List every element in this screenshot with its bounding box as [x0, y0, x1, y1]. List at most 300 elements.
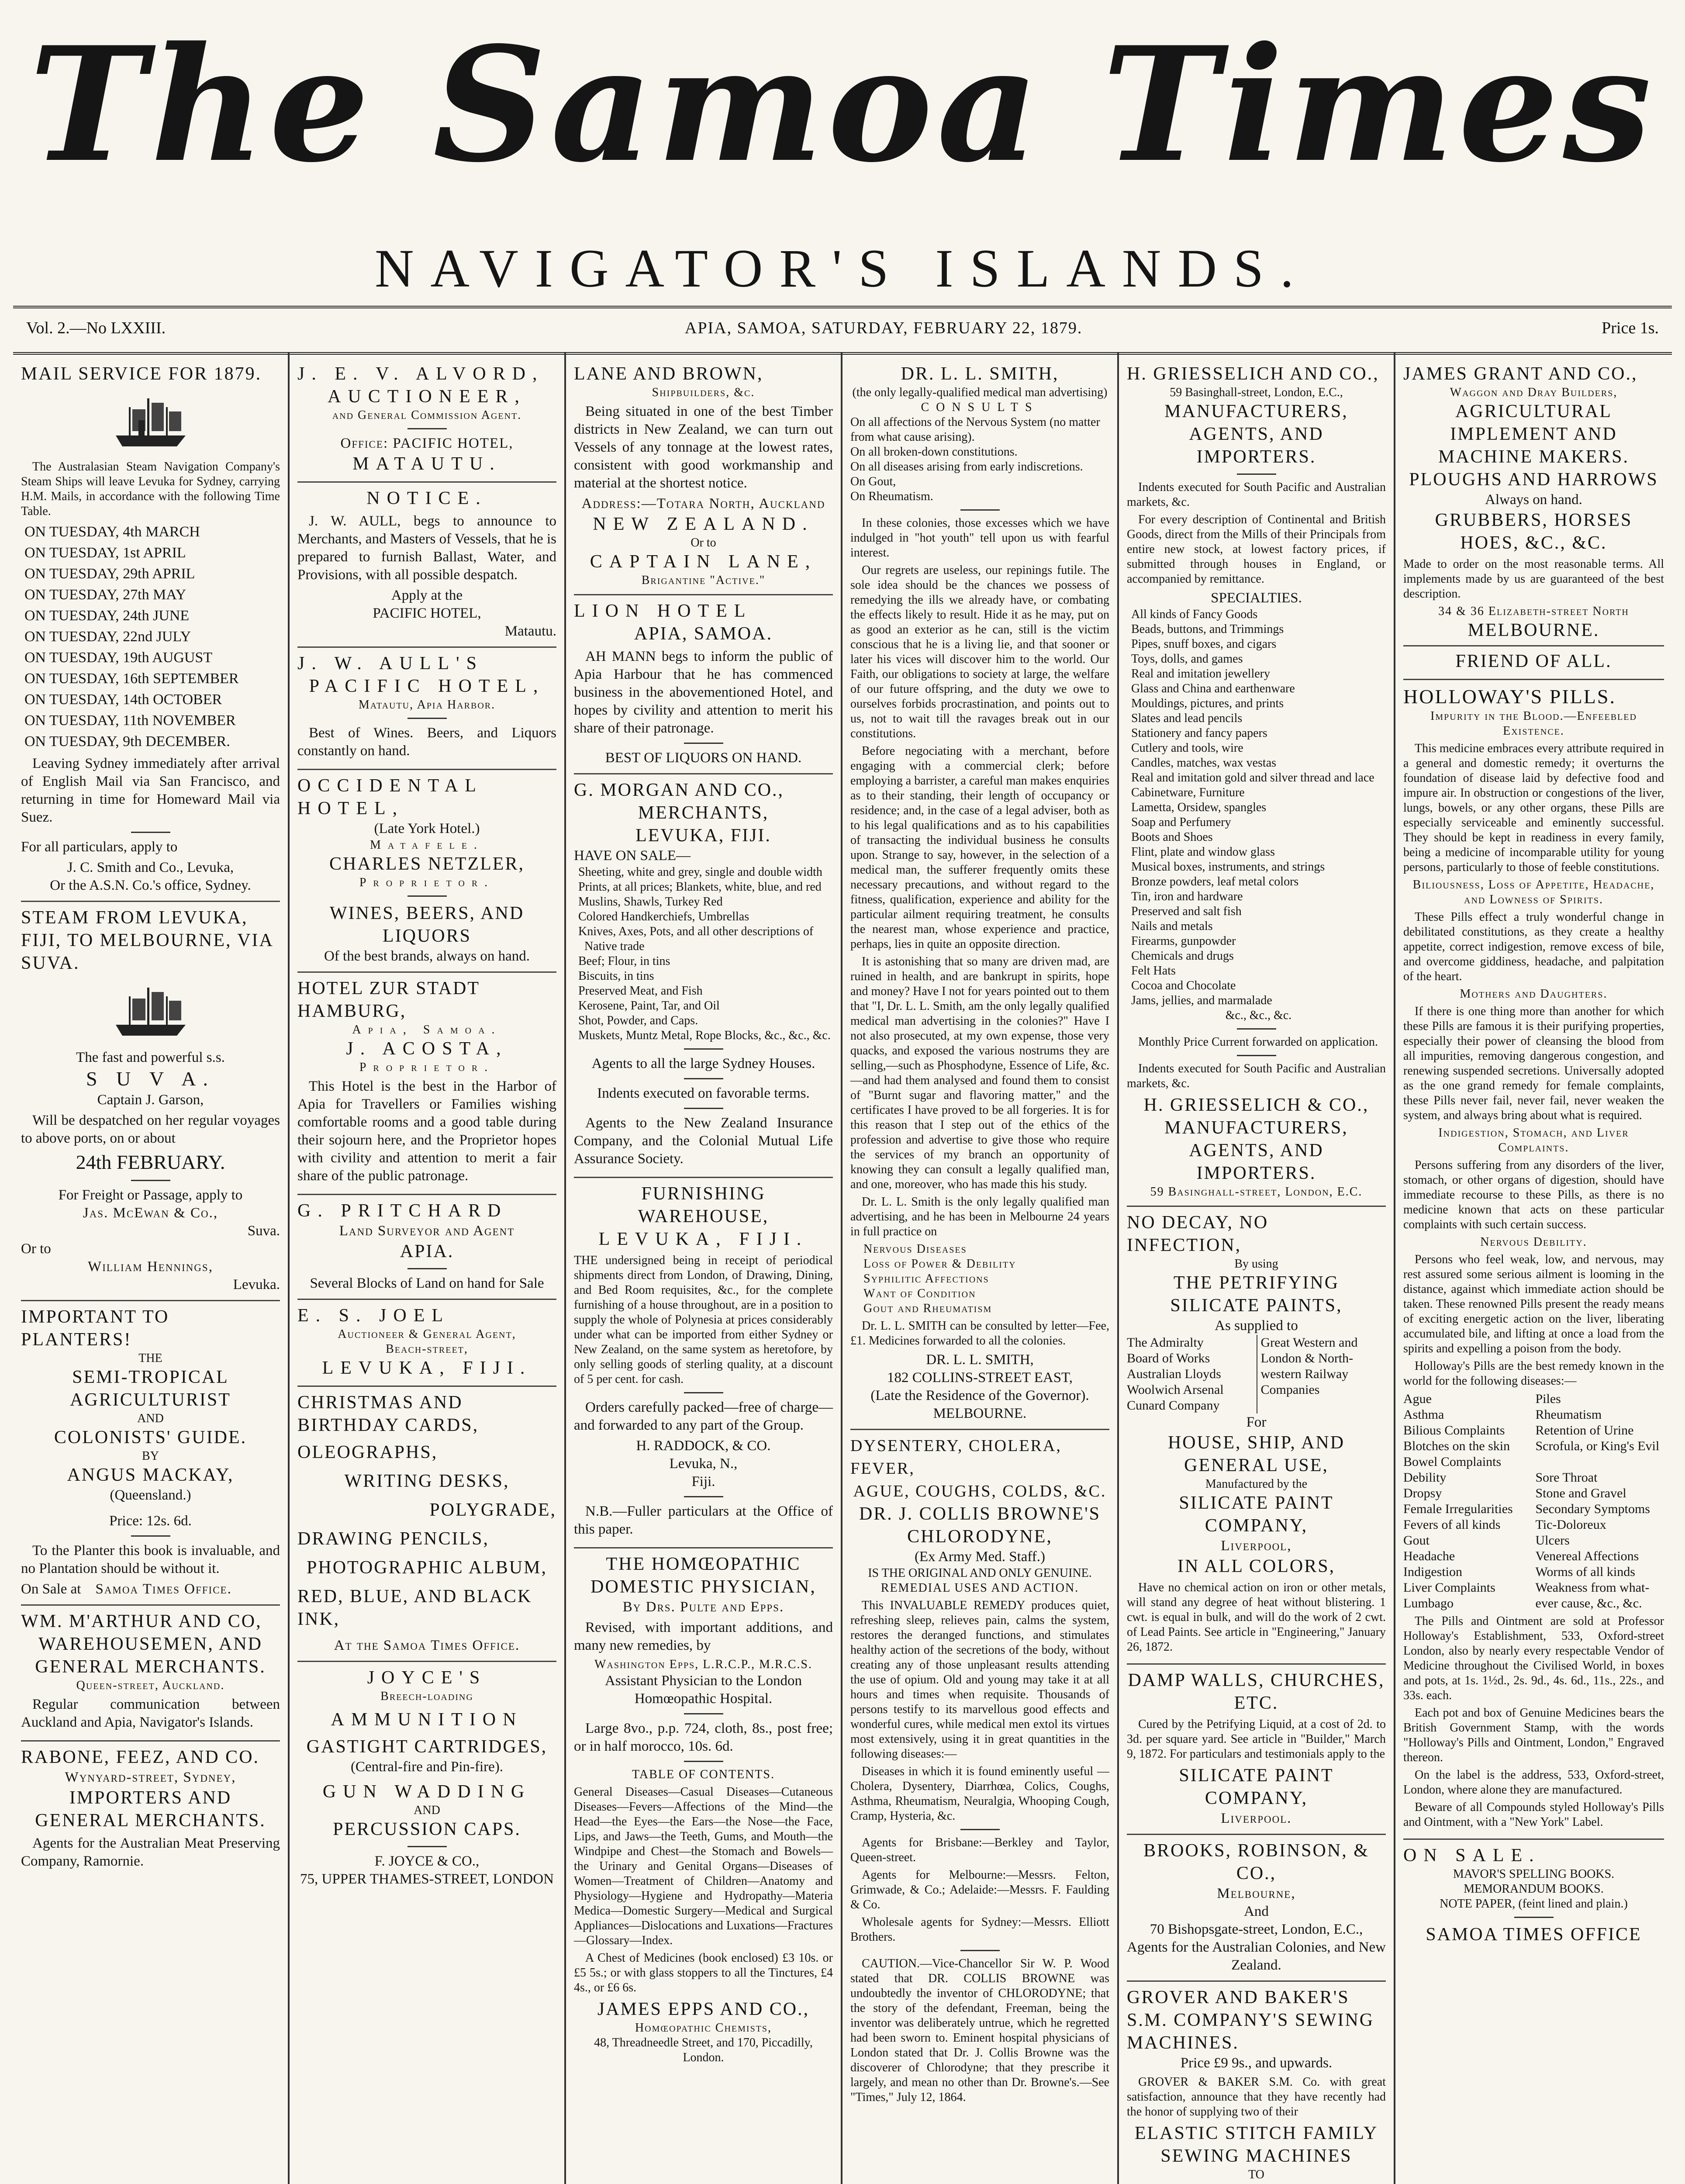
ad-heading: WM. M'ARTHUR AND CO, — [21, 1611, 262, 1631]
list-item: Sheeting, white and grey, single and double width — [578, 865, 822, 879]
item: DRAWING PENCILS, — [297, 1529, 489, 1549]
list-item: Pipes, snuff boxes, and cigars — [1131, 637, 1277, 651]
list-item: On Rheumatism. — [850, 490, 933, 503]
list-item: Beads, buttons, and Trimmings — [1131, 622, 1284, 636]
owner: J. ACOSTA, — [346, 1039, 508, 1059]
ad-collis-browne — [850, 1430, 1109, 2114]
agent-line: Levuka. — [233, 1277, 280, 1292]
ad-body: Made to order on the most reasonable terms. All implements made by us are guaranteed of the best description. — [1403, 557, 1664, 601]
list-item: Tin, iron and hardware — [1131, 890, 1243, 903]
trade: MANUFACTURERS, AGENTS, AND IMPORTERS. — [1164, 1118, 1348, 1183]
ad-planters — [21, 1301, 280, 1606]
trade: MANUFACTURERS, AGENTS, AND IMPORTERS. — [1164, 401, 1348, 467]
company: SILICATE PAINT COMPANY, — [1179, 1766, 1334, 1808]
list-item: Real and imitation gold and silver thread and lace — [1131, 771, 1374, 784]
ad-line: Brigantine "Active." — [641, 574, 766, 587]
list-item: Soap and Perfumery — [1131, 816, 1231, 829]
ad-body: Dr. L. L. SMITH can be consulted by letter—Fee, £1. Medicines forwarded to all the colonies. — [850, 1319, 1109, 1348]
firm: H. RADDOCK, & CO. — [636, 1438, 771, 1454]
customer: Board of Works — [1127, 1351, 1210, 1365]
ad-line: Washington Epps, L.R.C.P., M.R.C.S. — [594, 1658, 812, 1671]
column-2 — [290, 353, 566, 2184]
ad-line: ELASTIC STITCH FAMILY SEWING MACHINES — [1134, 2123, 1378, 2166]
ad-line: Of the best brands, always on hand. — [324, 948, 530, 964]
ad-body: General Diseases—Casual Diseases—Cutaneous Diseases—Fevers—Affections of the Mind—the Head—the Eyes—the Ears—the Nose—the Face, Lips, and Jaws—the Teeth, Gums, and Mouth—the Windpipe and Chest—the Stomach and Bowels—the Urinary and Genital Organs—Diseases of Women—Treatment of Children—Anatomy and Physiology—Hygiene and Hydropathy—Materia Medica—Domestic Surgery—Medical and Surgical Appliances—Dislocations and Luxations—Fractures—Glossary—Index. — [574, 1785, 833, 1947]
ailment: Bilious Complaints — [1403, 1423, 1505, 1438]
ad-dr-smith — [850, 358, 1109, 1430]
ad-line: DR. L. L. SMITH, — [926, 1352, 1034, 1368]
ad-line: WINES, BEERS, AND LIQUORS — [329, 903, 525, 946]
ailment: Bowel Complaints — [1403, 1455, 1502, 1469]
ad-silicate-paint — [1127, 1207, 1386, 1665]
divider — [960, 509, 1000, 511]
ad-brooks-robinson — [1127, 1835, 1386, 1982]
ad-grover-baker — [1127, 1982, 1386, 2184]
author: ANGUS MACKAY, — [67, 1465, 234, 1485]
agent-line: William Hennings, — [88, 1259, 213, 1275]
ad-line: AND — [414, 1804, 440, 1817]
ad-line: By using — [1234, 1257, 1278, 1271]
ad-line: Always on hand. — [1485, 492, 1582, 508]
place: LEVUKA, FIJI. — [322, 1358, 532, 1378]
list-item: Gout and Rheumatism — [863, 1302, 992, 1315]
ad-body: Indents executed for South Pacific and Australian markets, &c. — [1127, 480, 1386, 509]
ad-line: (Late York Hotel.) — [374, 821, 480, 836]
address: 59 Basinghall-street, London, E.C. — [1150, 1185, 1363, 1199]
divider — [684, 1108, 723, 1109]
list-item: Colored Handkerchiefs, Umbrellas — [578, 910, 749, 923]
ad-heading: J. W. AULL'S — [297, 653, 483, 674]
dateline-text: APIA, SAMOA, SATURDAY, FEBRUARY 22, 1879. — [684, 319, 1083, 337]
ad-body: Agents for Melbourne:—Messrs. Felton, Grimwade, & Co.; Adelaide:—Messrs. F. Faulding & Co. — [850, 1868, 1109, 1911]
ad-christmas — [297, 1387, 556, 1662]
ad-line: BY — [142, 1449, 159, 1463]
ad-marthur — [21, 1606, 280, 1742]
mail-date: ON TUESDAY, 29th APRIL — [24, 566, 195, 582]
ailment: Debility — [1403, 1470, 1447, 1485]
ad-body: Agents for Brisbane:—Berkley and Taylor, Queen-street. — [850, 1836, 1109, 1864]
ad-body: This medicine embraces every attribute required in a general and domestic remedy; it overturns the foundation of disease laid by defective food and impure air. In obstruction or congestions of the liver, lungs, bowels, or any other organs, these Pills are especially serviceable and eminently successful. They should be kept in readiness in every family, being a medicine of incomparable utility for young persons, particularly to those of feeble constitutions. — [1403, 742, 1664, 874]
divider — [1514, 1917, 1554, 1918]
mail-date: ON TUESDAY, 19th AUGUST — [24, 650, 213, 666]
ad-body: It is astonishing that so many are driven mad, are ruined in health, and are bankrupt in spirits, hope and money? Have I not for years pointed out to them that "I, Dr. L. L. Smith, am the only legally qualified medical man advertising in the colonies?" Have I not also prosecuted, at my own expense, those very quacks, and exposed the various nostrums they are selling,—such as Phosphodyne, Essence of Life, &c.—and had them analysed and found them to consist of "Burnt sugar and flavoring matter," and the certificates I have proved to be all forgeries. It is for this reason that I step out of the ethics of the profession and advertise to give those who require the services of my branch an opportunity of knowing they can consult a legally qualified man, and one, moreover, who has made this his study. — [850, 955, 1109, 1191]
ad-line: For — [1246, 1414, 1267, 1430]
volume-number: Vol. 2.—No LXXIII. — [26, 319, 166, 337]
mail-dates — [21, 522, 280, 752]
ailment: Worms of all kinds — [1535, 1565, 1635, 1579]
address: 182 COLLINS-STREET EAST, — [887, 1370, 1073, 1386]
ad-morgan — [574, 774, 833, 1178]
sale-item: MAVOR'S SPELLING BOOKS. — [1453, 1867, 1615, 1881]
ad-line: GRUBBERS, HORSES HOES, &C., &C. — [1435, 510, 1633, 553]
list-item: Cutlery and tools, wire — [1131, 741, 1243, 755]
column-1 — [13, 353, 290, 2184]
item: OLEOGRAPHS, — [297, 1442, 438, 1462]
ad-body: Several Blocks of Land on hand for Sale — [310, 1275, 544, 1291]
column-3 — [566, 353, 842, 2184]
ad-line: F. JOYCE & CO., — [374, 1853, 480, 1869]
ad-body: N.B.—Fuller particulars at the Office of this paper. — [574, 1503, 833, 1537]
ad-line: NEW ZEALAND. — [593, 514, 814, 534]
ad-body: Agents to the New Zealand Insurance Company, and the Colonial Mutual Life Assurance Society. — [574, 1115, 833, 1167]
ailment: Scrofula, or King's Evil — [1535, 1439, 1660, 1453]
ailment: Ulcers — [1535, 1533, 1570, 1548]
divider — [684, 1078, 723, 1079]
ad-body: Before negociating with a merchant, before engaging with a commercial clerk; before employing a barrister, a careful man makes enquiries as to their standing, their length of occupancy or residence; and, in the case of a legal adviser, both as to his legal qualifications and as to his capabilities of transacting the individual business he consults upon. Strange to say, however, in the selection of a medical man, the sufferer frequently omits these necessary precautions, and without regard to the fitness, qualification, experience and ability for the particular ailment requiring treatment, he consults the nearest man, whose experience and practice, perhaps, lies in quite an opposite direction. — [850, 744, 1109, 951]
ailment: Secondary Symptoms — [1535, 1502, 1650, 1516]
ad-heading: HOLLOWAY'S PILLS. — [1403, 685, 1616, 708]
customer: London & North- — [1260, 1351, 1354, 1365]
ad-tagline: DYSENTERY, CHOLERA, FEVER, — [850, 1437, 1062, 1478]
list-item: On all diseases arising from early indiscretions. — [850, 460, 1083, 473]
ad-line — [1127, 2182, 1386, 2184]
place-line: Levuka, N., — [669, 1456, 738, 1472]
divider — [131, 1535, 170, 1537]
ad-line: (Queensland.) — [110, 1487, 191, 1503]
ad-line: HAVE ON SALE— — [574, 848, 691, 864]
ad-body: Large 8vo., p.p. 724, cloth, 8s., post free; or in half morocco, 10s. 6d. — [574, 1721, 833, 1754]
ad-body: Beware of all Compounds styled Holloway's Pills and Ointment, with a "New York" Label. — [1403, 1800, 1664, 1829]
column-4 — [842, 353, 1119, 2184]
ad-heading: J. E. V. ALVORD, — [297, 364, 544, 384]
ad-line: (Late the Residence of the Governor). — [870, 1388, 1089, 1403]
ad-line: PLOUGHS AND HARROWS — [1409, 470, 1658, 490]
customer: Great Western and — [1260, 1335, 1358, 1350]
ad-body: GROVER & BAKER S.M. Co. with great satisfaction, announce that they have recently had the honor of supplying two of their — [1127, 2075, 1386, 2118]
ad-body: Orders carefully packed—free of charge—and forwarded to any part of the Group. — [574, 1400, 833, 1433]
ad-line: AGRICULTURAL IMPLEMENT AND — [1450, 401, 1617, 444]
subheading: Impurity in the Blood.—Enfeebled Existence. — [1430, 709, 1637, 738]
ad-body: CAUTION.—Vice-Chancellor Sir W. P. Wood stated that DR. COLLIS BROWNE was undoubtedly the inventor of CHLORODYNE; that the story of the defendant, Freeman, being the inventor was deliberately untrue, which he regretted had been sworn to. Eminent hospital physicians of London stated that Dr. J. Collis Browne was the discoverer of Chlorodyne; that they prescribe it largely, and mean no other than Dr. Browne's.—See "Times," July 12, 1864. — [850, 1957, 1109, 2104]
item: POLYGRADE, — [429, 1500, 556, 1520]
role: Shipbuilders, &c. — [652, 386, 755, 399]
address: 59 Basinghall-street, London, E.C., — [1170, 386, 1343, 399]
list-item: Cabinetware, Furniture — [1131, 786, 1245, 799]
ad-joyce — [297, 1662, 556, 1894]
list-item: On Gout, — [850, 475, 896, 488]
sale-place: Samoa Times Office. — [95, 1581, 232, 1597]
ad-heading: BROOKS, ROBINSON, & CO., — [1143, 1841, 1369, 1883]
list-item: Nervous Diseases — [863, 1242, 967, 1256]
role: Waggon and Dray Builders, — [1450, 386, 1618, 399]
ad-body: Persons who feel weak, low, and nervous, may rest assured some serious ailment is looming in the distance, against which immediate action should be taken. These renowned Pills present the ready means of exciting energetic action on the liver, liberating accumulated bile, and lifting at once a load from the spirits and expelling a poison from the body. — [1403, 1253, 1664, 1355]
ad-line: GASTIGHT CARTRIDGES, — [306, 1737, 548, 1757]
list-item: Beef; Flour, in tins — [578, 954, 670, 968]
mail-date: ON TUESDAY, 14th OCTOBER — [24, 691, 222, 708]
ad-line: CAPTAIN LANE, — [590, 552, 817, 572]
subheading: Biliousness, Loss of Appetite, Headache, and Lowness of Spirits. — [1412, 878, 1655, 906]
customer: Companies — [1260, 1382, 1320, 1397]
divider — [684, 1761, 723, 1762]
office: SAMOA TIMES OFFICE — [1426, 1925, 1642, 1945]
ad-griesselich — [1127, 358, 1386, 1207]
customers-left — [1127, 1335, 1252, 1413]
ad-heading: STEAM FROM LEVUKA, FIJI, TO MELBOURNE, VIA SUVA. — [21, 908, 273, 973]
ailment: Blotches on the skin — [1403, 1439, 1510, 1453]
ad-heading: LANE AND BROWN, — [574, 364, 763, 384]
ad-heading: H. GRIESSELICH AND CO., — [1127, 364, 1379, 384]
role: AUCTIONEER, — [328, 387, 526, 407]
mail-date: ON TUESDAY, 11th NOVEMBER — [24, 712, 236, 729]
list-item: Preserved and salt fish — [1131, 905, 1242, 918]
ad-line: REMEDIAL USES AND ACTION. — [880, 1581, 1079, 1595]
mail-date: ON TUESDAY, 16th SEPTEMBER — [24, 670, 239, 687]
ad-body: Monthly Price Current forwarded on application. — [1138, 1035, 1378, 1049]
steamship-icon — [111, 394, 190, 451]
ad-heading: GROVER AND BAKER'S S.M. COMPANY'S SEWING MACHINES. — [1127, 1987, 1374, 2053]
ad-body: Wholesale agents for Sydney:—Messrs. Elliott Brothers. — [850, 1915, 1109, 1944]
list-item: &c., &c., &c. — [1225, 1009, 1292, 1022]
ad-heading: MAIL SERVICE FOR 1879. — [21, 364, 262, 384]
divider — [407, 1268, 447, 1269]
ailment: Ague — [1403, 1392, 1432, 1406]
ad-line: HOUSE, SHIP, AND GENERAL USE, — [1167, 1433, 1345, 1476]
ad-line: Assistant Physician to the London Homœopathic Hospital. — [605, 1673, 802, 1707]
ad-body: For all particulars, apply to — [21, 839, 178, 855]
divider — [684, 1713, 723, 1714]
list-item: Boots and Shoes — [1131, 830, 1213, 844]
list-item: Shot, Powder, and Caps. — [578, 1014, 698, 1027]
book-title: COLONISTS' GUIDE. — [54, 1427, 247, 1448]
ad-line: TABLE OF CONTENTS. — [632, 1768, 775, 1781]
divider — [131, 1180, 170, 1181]
ad-body: For every description of Continental and British Goods, direct from the Mills of their Principals from entire new stock, at lowest factory prices, if submitted through houses in England, or accompanied by remittance. — [1127, 513, 1386, 586]
agent-line: Suva. — [247, 1223, 280, 1239]
mail-date: ON TUESDAY, 22nd JULY — [24, 629, 191, 645]
ad-line: As supplied to — [1215, 1318, 1298, 1334]
ad-holloway — [1403, 680, 1664, 1840]
ad-body: THE undersigned being in receipt of periodical shipments direct from London, of Drawing, Dining, and Bed Room requisites, &c., for the complete furnishing of a house throughout, are in a position to supply the whole of Polynesia at prices considerably under what can be imported from either Sydney or New Zealand, on the same system as heretofore, by only selling goods of sterling quality, at a discount of 5 per cent. for cash. — [574, 1254, 833, 1386]
address: 48, Threadneedle Street, and 170, Piccadilly, London. — [594, 2036, 813, 2064]
ad-line: For Freight or Passage, apply to — [58, 1187, 243, 1203]
ad-tagline: AGUE, COUGHS, COLDS, &C. — [853, 1482, 1107, 1500]
dateline-bar — [26, 313, 1659, 343]
departure-date: 24th FEBRUARY. — [76, 1151, 225, 1173]
ad-line: THE — [138, 1351, 162, 1365]
divider — [131, 832, 170, 833]
list-item: Knives, Axes, Pots, and all other descriptions of Native trade — [578, 925, 814, 953]
address: Queen-street, Auckland. — [76, 1679, 225, 1692]
place: LEVUKA, FIJI. — [635, 826, 771, 846]
ad-heading: HOTEL ZUR STADT HAMBURG, — [297, 978, 480, 1021]
city: Melbourne, — [1217, 1886, 1296, 1901]
ad-alvord — [297, 358, 556, 483]
place: Apia, Samoa. — [352, 1023, 502, 1037]
city: Liverpool. — [1221, 1811, 1292, 1826]
mail-date: ON TUESDAY, 1st APRIL — [24, 545, 186, 561]
ad-line: IS THE ORIGINAL AND ONLY GENUINE. — [868, 1566, 1092, 1580]
item: WRITING DESKS, — [344, 1471, 510, 1491]
ad-body: In these colonies, those excesses which we have indulged in "hot youth" tell upon us with fearful interest. — [850, 516, 1109, 560]
ad-line: Apply at the — [391, 587, 463, 603]
role: Proprietor. — [359, 1061, 495, 1074]
ad-line: And — [1244, 1904, 1269, 1919]
role: MERCHANTS, — [638, 803, 769, 823]
address: 75, UPPER THAMES-STREET, LONDON — [300, 1871, 554, 1887]
ad-joel — [297, 1300, 556, 1387]
list-item: Candles, matches, wax vestas — [1131, 756, 1277, 770]
ad-heading: G. MORGAN AND CO., — [574, 780, 784, 800]
ad-damp-walls — [1127, 1665, 1386, 1835]
mail-date: ON TUESDAY, 24th JUNE — [24, 608, 190, 624]
ad-line: Price £9 9s., and upwards. — [1180, 2055, 1333, 2071]
list-item: On all broken-down constitutions. — [850, 445, 1018, 459]
ad-body: Indents executed for South Pacific and Australian markets, &c. — [1127, 1062, 1386, 1090]
place: MATAUTU. — [352, 454, 501, 474]
ad-body: Being situated in one of the best Timber districts in New Zealand, we can turn out Vessels of any tonnage at the lowest rates, consistent with good workmanship and material at the shortest notice. — [574, 404, 833, 491]
ad-line: Agents to all the large Sydney Houses. — [591, 1056, 815, 1071]
trade: WAREHOUSEMEN, AND GENERAL MERCHANTS. — [35, 1634, 266, 1677]
list-item: On all affections of the Nervous System (no matter from what cause arising). — [850, 415, 1100, 444]
ad-body: This Hotel is the best in the Harbor of Apia for Travellers or Families wishing comfortable rooms and a good table during their sojourn here, and the Proprietor hopes with civility and attention to merit a fair share of the public patronage. — [297, 1078, 556, 1184]
subheading: Mothers and Daughters. — [1460, 987, 1608, 1001]
list-item: Syphilitic Affections — [863, 1272, 989, 1286]
trade: IMPORTERS AND GENERAL MERCHANTS. — [35, 1788, 266, 1831]
agent-line: J. C. Smith and Co., Levuka, — [67, 860, 234, 875]
ailment: Tic-Doloreux — [1535, 1517, 1606, 1532]
address: Beach-street, — [386, 1342, 468, 1356]
ad-heading: G. PRITCHARD — [297, 1201, 508, 1221]
ad-line: Or to — [21, 1241, 51, 1257]
ad-heading: CHRISTMAS AND BIRTHDAY CARDS, — [297, 1393, 479, 1435]
ad-homeopathic — [574, 1548, 833, 2071]
agent-line: Or the A.S.N. Co.'s office, Sydney. — [50, 878, 251, 893]
list-item: Slates and lead pencils — [1131, 712, 1243, 725]
masthead-title: The Samoa Times — [29, 12, 1656, 197]
ailment: Retention of Urine — [1535, 1423, 1634, 1438]
list-item: Want of Condition — [863, 1287, 976, 1300]
ad-line: GUN WADDING — [322, 1782, 532, 1802]
mail-date: ON TUESDAY, 27th MAY — [24, 587, 186, 603]
place: Matafele. — [370, 838, 484, 852]
ad-body: J. W. AULL, begs to announce to Merchants, and Masters of Vessels, that he is prepared to furnish Ballast, Water, and Provisions, with all possible despatch. — [297, 513, 556, 583]
ad-heading: NOTICE. — [366, 488, 487, 508]
list-item: Loss of Power & Debility — [863, 1257, 1016, 1271]
ad-heading: OCCIDENTAL HOTEL, — [297, 776, 483, 819]
ad-line: Or to — [691, 536, 716, 549]
ad-line: Breech-loading — [380, 1690, 473, 1703]
ad-body: The Pills and Ointment are sold at Professor Holloway's Establishment, 533, Oxford-street London, also by nearly every respectable Vendor of Medicine throughout the Civilised World, in boxes and pots, at 1s. 1½d., 2s. 9d., 4s. 6d., 11s., 22s., and 33s. each. — [1403, 1614, 1664, 1702]
divider — [1237, 473, 1276, 475]
role: Proprietor. — [359, 876, 495, 889]
captain: Captain J. Garson, — [97, 1092, 204, 1108]
ad-body: Dr. L. L. Smith is the only legally qualified man advertising, and he has been in Melbourne 24 years in full practice on — [850, 1195, 1109, 1238]
list-item: Mouldings, pictures, and prints — [1131, 697, 1284, 710]
book-price: Price: 12s. 6d. — [109, 1513, 192, 1529]
list-item: Kerosene, Paint, Tar, and Oil — [578, 999, 720, 1013]
sale-item: MEMORANDUM BOOKS. — [1464, 1882, 1604, 1896]
ad-line: (Central-fire and Pin-fire). — [350, 1759, 504, 1775]
divider — [960, 1829, 1000, 1830]
ailment: Female Irregularities — [1403, 1502, 1513, 1516]
place: LEVUKA, FIJI. — [598, 1229, 808, 1249]
address: Wynyard-street, Sydney, — [65, 1769, 236, 1785]
ad-rabone — [21, 1742, 280, 1879]
ad-heading: DAMP WALLS, CHURCHES, ETC. — [1128, 1670, 1385, 1713]
city: Liverpool, — [1221, 1538, 1292, 1554]
consult-list — [850, 415, 1109, 504]
address: Address:—Totara North, Auckland — [581, 496, 825, 511]
column-5 — [1119, 353, 1395, 2184]
book-title: SEMI-TROPICAL AGRICULTURIST — [70, 1367, 231, 1410]
disease-list — [850, 1242, 1109, 1316]
ad-on-sale — [1403, 1840, 1664, 1952]
ailment: Dropsy — [1403, 1486, 1442, 1500]
company: SILICATE PAINT COMPANY, — [1179, 1493, 1334, 1536]
customer: western Railway — [1260, 1367, 1349, 1381]
list-item: Muskets, Muntz Metal, Rope Blocks, &c., &c., &c. — [578, 1029, 831, 1042]
ad-body: Regular communication between Auckland and Apia, Navigator's Islands. — [21, 1697, 280, 1730]
ad-body: Best of Wines. Beers, and Liquors constantly on hand. — [297, 725, 556, 759]
divider — [407, 718, 447, 719]
ailment: Fevers of all kinds — [1403, 1517, 1501, 1532]
ailment: Indigestion — [1403, 1565, 1462, 1579]
list-item: Nails and metals — [1131, 919, 1213, 933]
ad-body: Have no chemical action on iron or other metals, will stand any degree of heat without blistering. 1 cwt. is equal in bulk, and will do the work of 2 cwt. of Lead Paints. See article in "Engineering," January 26, 1872. — [1127, 1581, 1386, 1654]
list-item: All kinds of Fancy Goods — [1131, 608, 1258, 621]
ad-line — [21, 1580, 280, 1598]
list-item: Musical boxes, instruments, and strings — [1131, 860, 1325, 874]
ad-furnishing — [574, 1178, 833, 1548]
ad-heading: DR. J. COLLIS BROWNE'S CHLORODYNE, — [859, 1504, 1101, 1547]
ad-heading: THE HOMŒOPATHIC DOMESTIC PHYSICIAN, — [590, 1554, 816, 1597]
divider — [684, 1048, 723, 1050]
ad-body: Each pot and box of Genuine Medicines bears the British Government Stamp, with the words "Holloway's Pills and Ointment, London," Engraved thereon. — [1403, 1706, 1664, 1764]
ad-line: Indents executed on favorable terms. — [597, 1085, 810, 1101]
ad-body: These Pills effect a truly wonderful change in debilitated constitutions, as they create a healthy appetite, correct indigestion, remove excess of bile, and overcome giddiness, headache, and palpitation of the heart. — [1403, 910, 1664, 983]
sale-item: NOTE PAPER, (feint lined and plain.) — [1440, 1897, 1628, 1911]
divider — [1237, 1055, 1276, 1056]
ad-heading: NO DECAY, NO INFECTION, — [1127, 1213, 1269, 1255]
address: Matautu, Apia Harbor. — [358, 698, 496, 712]
product: THE PETRIFYING SILICATE PAINTS, — [1170, 1273, 1343, 1316]
customer: Australian Lloyds — [1127, 1367, 1221, 1381]
ad-body: On the label is the address, 533, Oxford-street, London, where alone they are manufactured. — [1403, 1768, 1664, 1797]
ad-body: Leaving Sydney immediately after arrival of English Mail via San Francisco, and returning in time for Homeward Mail via Suez. — [21, 756, 280, 825]
list-item: Flint, plate and window glass — [1131, 845, 1275, 859]
ad-line: MACHINE MAKERS. — [1438, 447, 1630, 467]
firm: H. GRIESSELICH & CO., — [1143, 1095, 1369, 1115]
ailment: ever cause, &c., &c. — [1535, 1596, 1642, 1610]
ad-body: Will be despatched on her regular voyages to above ports, on or about — [21, 1113, 280, 1146]
columns — [13, 353, 1672, 2184]
ad-line: AMMUNITION — [331, 1710, 523, 1730]
list-item: Felt Hats — [1131, 964, 1176, 978]
ad-body: AH MANN begs to inform the public of Apia Harbour that he has commenced business in the abovementioned Hotel, and hopes by civility and attention to merit his share of their patronage. — [574, 649, 833, 736]
ad-heading: ON SALE. — [1403, 1845, 1541, 1866]
ad-line: PERCUSSION CAPS. — [333, 1819, 521, 1839]
list-item: Cocoa and Chocolate — [1131, 979, 1236, 992]
list-item: Preserved Meat, and Fish — [578, 984, 703, 998]
divider — [684, 1496, 723, 1497]
place-line: Fiji. — [691, 1474, 715, 1489]
owner: CHARLES NETZLER, — [329, 854, 525, 874]
place: APIA, SAMOA. — [634, 624, 773, 644]
ailment: Venereal Affections — [1535, 1549, 1639, 1563]
address: 70 Bishopsgate-street, London, E.C., — [1150, 1921, 1363, 1937]
ad-line: SPECIALTIES. — [1211, 590, 1302, 606]
ad-line: (Ex Army Med. Staff.) — [914, 1549, 1046, 1565]
subheading: Nervous Debility. — [1480, 1235, 1587, 1249]
ad-line: Agents for the Australian Colonies, and New Zealand. — [1127, 1939, 1386, 1973]
ad-heading: IMPORTANT TO PLANTERS! — [21, 1307, 169, 1350]
ad-line: MELBOURNE. — [933, 1406, 1027, 1421]
ad-body: Revised, with important additions, and many new remedies, by — [574, 1620, 833, 1653]
ailment: Piles — [1535, 1392, 1561, 1406]
ailment: Headache — [1403, 1549, 1455, 1563]
list-item: Bronze powders, leaf metal colors — [1131, 875, 1299, 888]
divider — [407, 1846, 447, 1847]
